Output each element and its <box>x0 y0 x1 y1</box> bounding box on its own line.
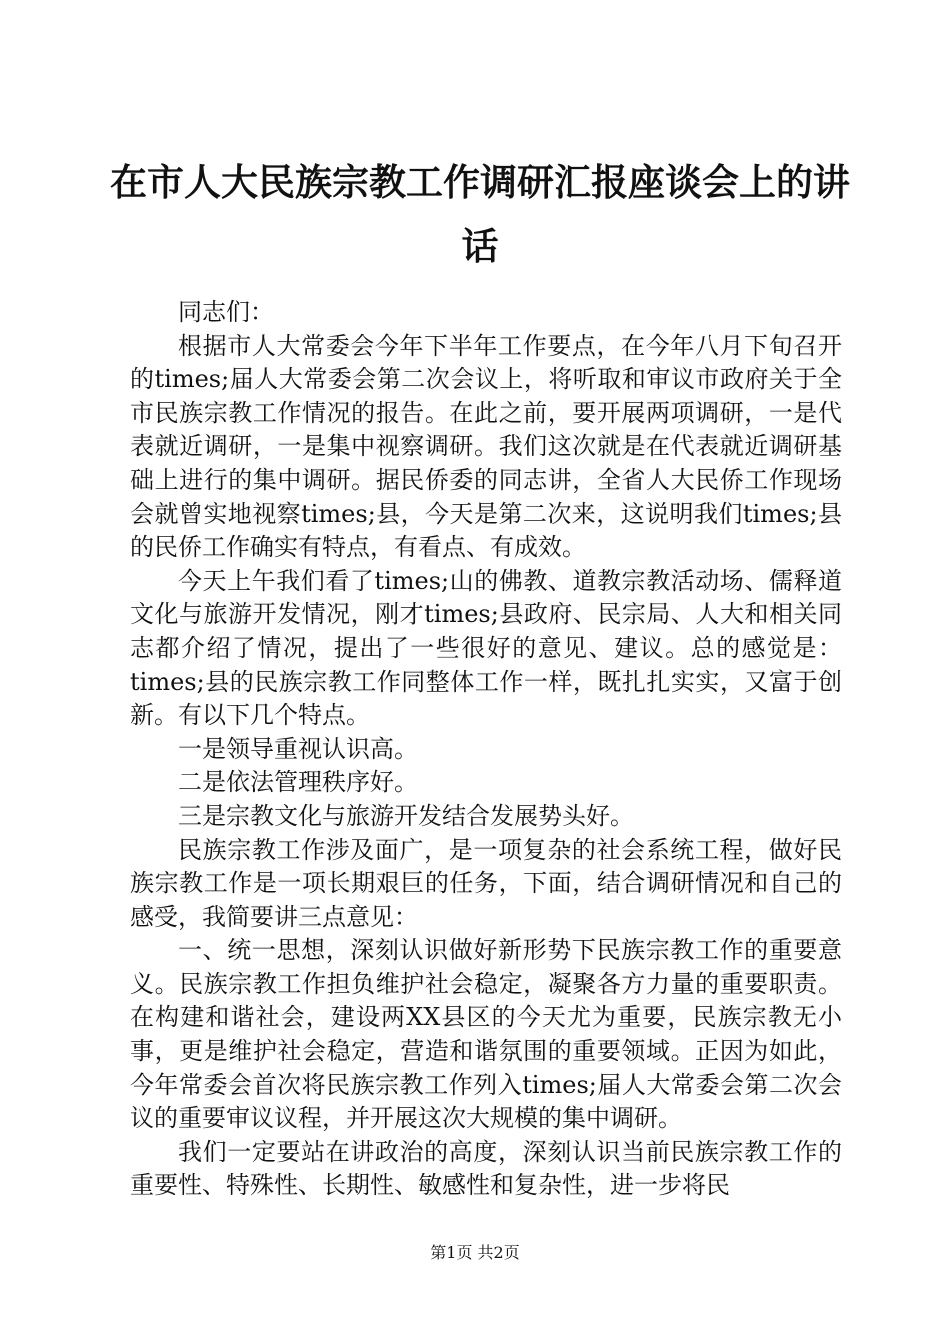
page-footer: 第1页 共2页 <box>430 1243 520 1262</box>
document-body <box>130 296 842 1203</box>
body-paragraph: 民族宗教工作涉及面广，是一项复杂的社会系统工程，做好民族宗教工作是一项长期艰巨的任务，下面，结合调研情况和自己的感受，我简要讲三点意见： <box>130 835 842 931</box>
body-paragraph: 根据市人大常委会今年下半年工作要点，在今年八月下旬召开的times;届人大常委会第二次会议上，将听取和审议市政府关于全市民族宗教工作情况的报告。在此之前，要开展两项调研，一是代表就近调研，一是集中视察调研。我们这次就是在代表就近调研基础上进行的集中调研。据民侨委的同志讲，全省人大民侨工作现场会就曾实地视察times;县，今天是第二次来，这说明我们times;县的民侨工作确实有特点，有看点、有成效。 <box>130 331 842 562</box>
body-paragraph: 今天上午我们看了times;山的佛教、道教宗教活动场、儒释道文化与旅游开发情况，刚才times;县政府、民宗局、人大和相关同志都介绍了情况，提出了一些很好的意见、建议。总的感觉是：times;县的民族宗教工作同整体工作一样，既扎扎实实，又富于创新。有以下几个特点。 <box>130 566 842 730</box>
section-paragraph: 一、统一思想，深刻认识做好新形势下民族宗教工作的重要意义。民族宗教工作担负维护社会稳定，凝聚各方力量的重要职责。在构建和谐社会，建设两XX县区的今天尤为重要，民族宗教无小事，更是维护社会稳定，营造和谐氛围的重要领域。正因为如此，今年常委会首次将民族宗教工作列入times;届人大常委会第二次会议的重要审议议程，并开展这次大规模的集中调研。 <box>130 936 842 1133</box>
body-paragraph: 我们一定要站在讲政治的高度，深刻认识当前民族宗教工作的重要性、特殊性、长期性、敏感性和复杂性，进一步将民 <box>130 1137 842 1200</box>
salutation-paragraph: 同志们： <box>178 298 274 326</box>
document-title: 在市人大民族宗教工作调研汇报座谈会上的讲话 <box>110 160 850 268</box>
feature-item: 二是依法管理秩序好。 <box>178 768 418 797</box>
feature-item: 三是宗教文化与旅游开发结合发展势头好。 <box>178 801 634 830</box>
feature-item: 一是领导重视认识高。 <box>178 734 418 763</box>
